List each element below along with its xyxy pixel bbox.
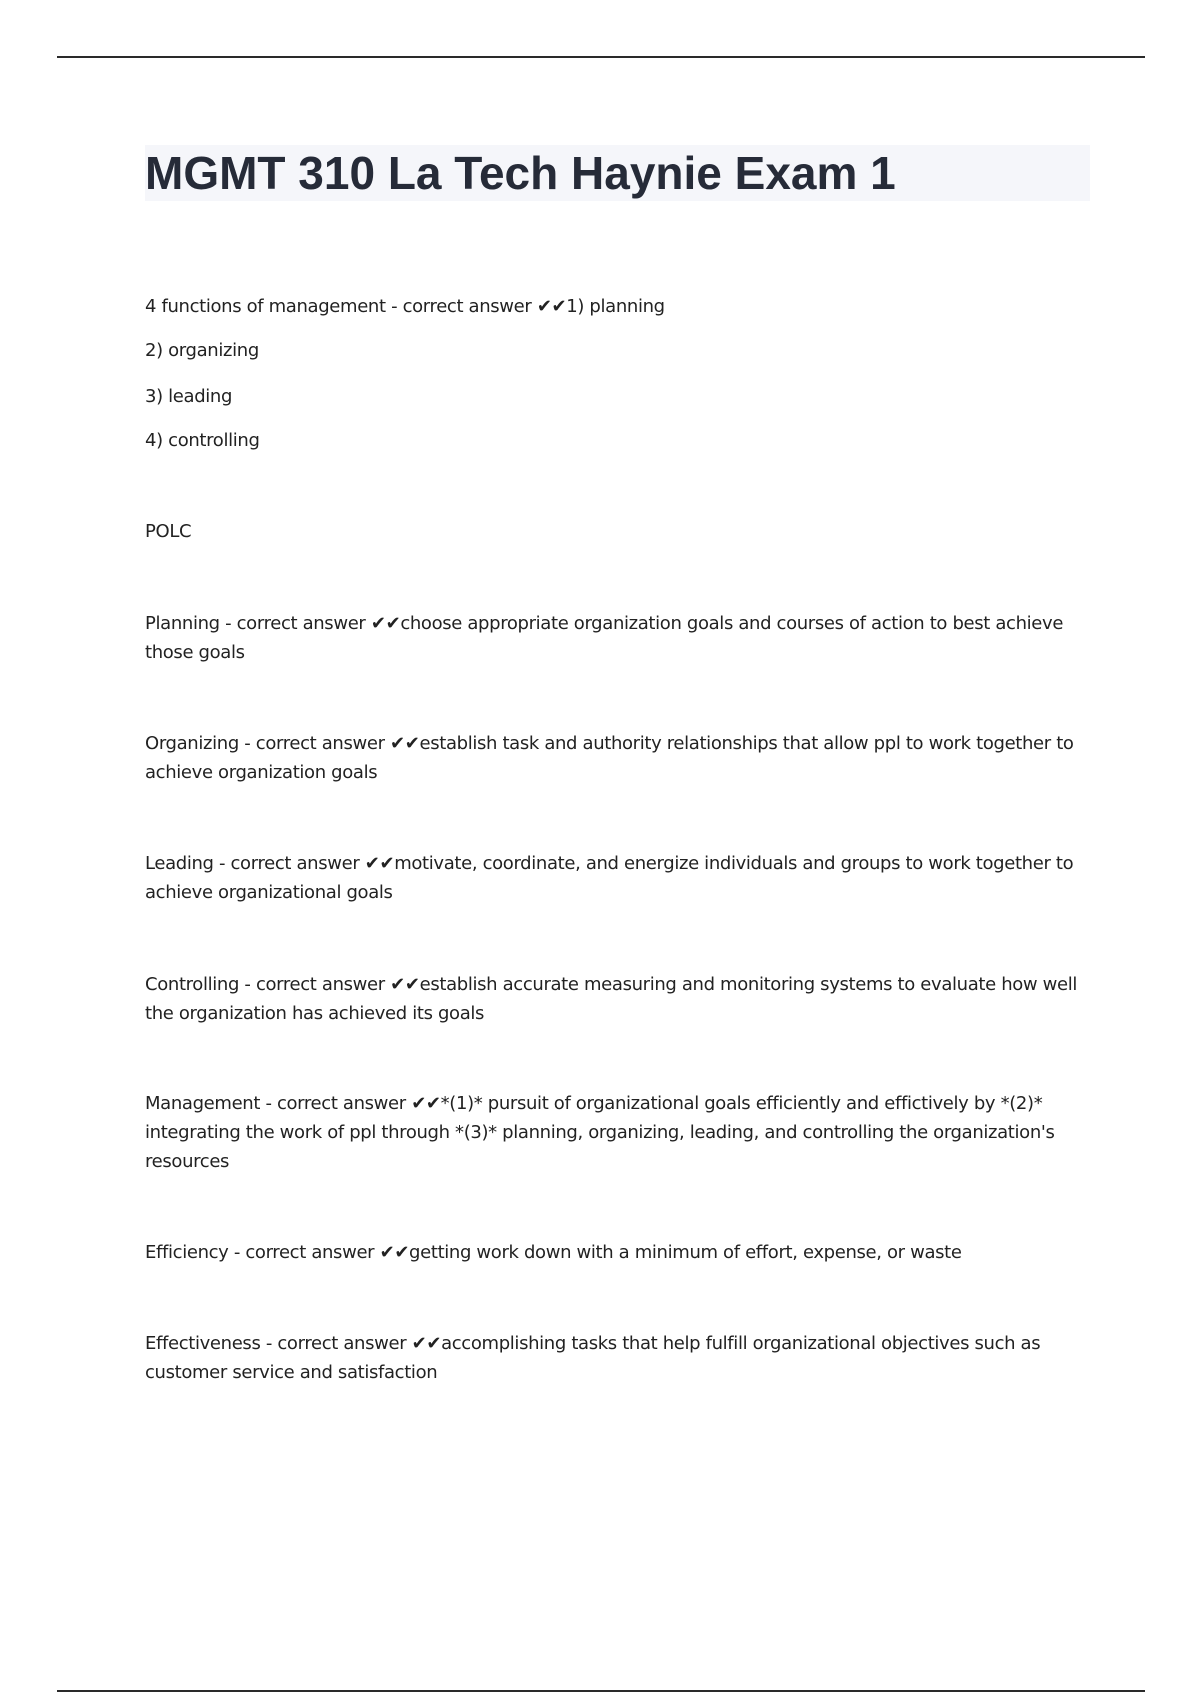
entry-controlling: Controlling - correct answer ✔✔establish accurate measuring and monitoring systems to evaluate how well the organization has achieved its goals (145, 974, 1078, 1024)
entry-effectiveness: Effectiveness - correct answer ✔✔accomplishing tasks that help fulfill organizational objectives such as customer service and satisfaction (145, 1333, 1041, 1383)
functions-entry-line-1: 4 functions of management - correct answer ✔✔1) planning (145, 296, 665, 317)
entry-planning: Planning - correct answer ✔✔choose appropriate organization goals and courses of action to best achieve those goals (145, 613, 1064, 663)
entry-efficiency: Efficiency - correct answer ✔✔getting work down with a minimum of effort, expense, or waste (145, 1242, 962, 1263)
entry-leading: Leading - correct answer ✔✔motivate, coordinate, and energize individuals and groups to work together to achieve organizational goals (145, 853, 1074, 903)
document-title: MGMT 310 La Tech Haynie Exam 1 (145, 147, 896, 199)
functions-entry-line-2: 2) organizing (145, 340, 259, 361)
functions-entry-line-4: 4) controlling (145, 430, 260, 451)
top-divider (57, 56, 1145, 58)
functions-entry-line-3: 3) leading (145, 386, 233, 407)
entry-organizing: Organizing - correct answer ✔✔establish task and authority relationships that allow ppl to work together to achieve organization goals (145, 733, 1074, 783)
functions-acronym: POLC (145, 521, 192, 542)
entry-management: Management - correct answer ✔✔*(1)* pursuit of organizational goals efficiently and effictively by *(2)* integrating the work of ppl through *(3)* planning, organizing, leading, and controlling the organization's resources (145, 1093, 1055, 1172)
bottom-divider (57, 1690, 1145, 1692)
